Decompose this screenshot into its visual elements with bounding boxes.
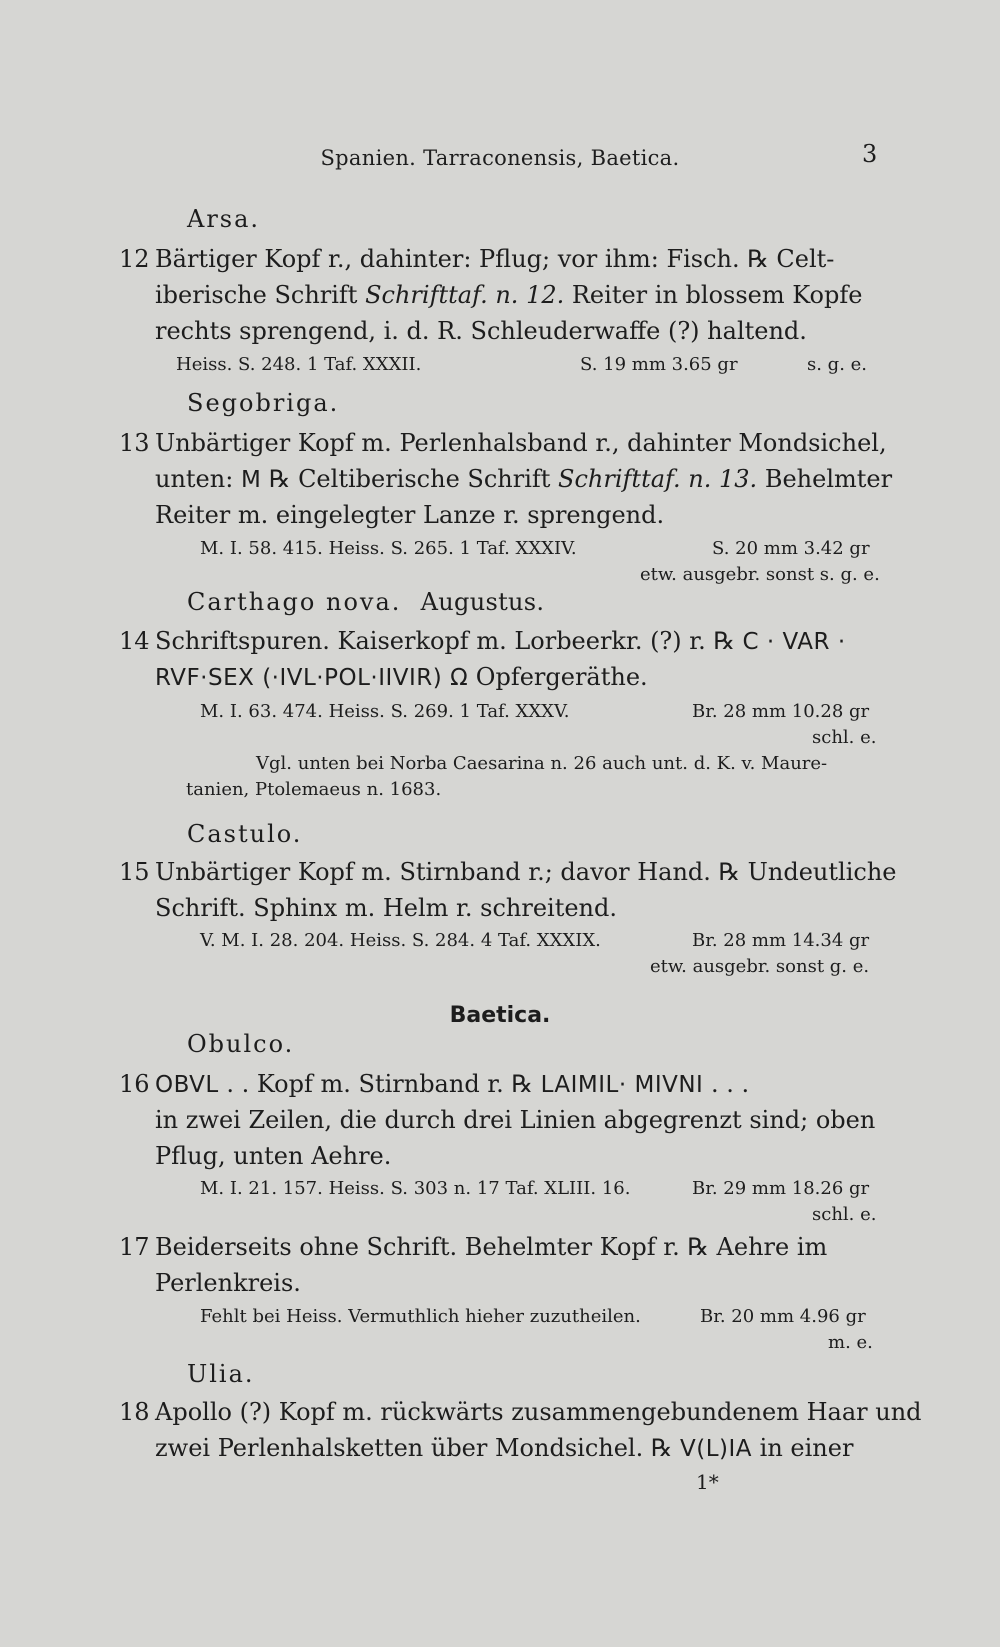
entry-15-line-1: 15 Unbärtiger Kopf m. Stirnband r.; davor Hand. ℞ Undeutliche (119, 858, 897, 886)
entry-13-line-3: Reiter m. eingelegter Lanze r. sprengend. (155, 501, 665, 529)
entry-13-condition: etw. ausgebr. sonst s. g. e. (640, 564, 880, 585)
entry-17-condition: m. e. (828, 1332, 873, 1353)
entry-12-line-2: iberische Schrift Schrifttaf. n. 12. Reiter in blossem Kopfe (155, 281, 863, 309)
inscription: RVF·SEX (·IVL·POL·IIVIR) Ω (155, 665, 469, 691)
place-heading-arsa: Arsa. (187, 205, 261, 233)
entry-number: 16 (119, 1070, 150, 1098)
entry-14-condition: schl. e. (812, 727, 877, 748)
entry-13-line-1: 13 Unbärtiger Kopf m. Perlenhalsband r., dahinter Mondsichel, (119, 429, 887, 457)
entry-14-reference: M. I. 63. 474. Heiss. S. 269. 1 Taf. XXXV. (200, 701, 570, 722)
reference-italic: Schrifttaf. n. 13. (558, 465, 758, 493)
entry-16-line-3: Pflug, unten Aehre. (155, 1142, 392, 1170)
entry-18-line-1: 18 Apollo (?) Kopf m. rückwärts zusammengebundenem Haar und (119, 1398, 922, 1426)
entry-16-reference: M. I. 21. 157. Heiss. S. 303 n. 17 Taf. XLIII. 16. (200, 1178, 631, 1199)
entry-number: 18 (119, 1398, 150, 1426)
entry-16-condition: schl. e. (812, 1204, 877, 1225)
entry-number: 12 (119, 245, 150, 273)
entry-13-size: S. 20 mm 3.42 gr (712, 538, 870, 559)
entry-12-reference: Heiss. S. 248. 1 Taf. XXXII. (176, 354, 422, 375)
place-heading-carthago-nova: Carthago nova. Augustus. (187, 588, 545, 616)
inscription: OBVL (155, 1072, 219, 1098)
place-heading-segobriga: Segobriga. (187, 389, 340, 417)
page-number: 3 (862, 140, 878, 168)
entry-number: 13 (119, 429, 150, 457)
reference-italic: Schrifttaf. n. 12. (365, 281, 565, 309)
entry-12-line-3: rechts sprengend, i. d. R. Schleuderwaffe (?) haltend. (155, 317, 807, 345)
entry-14-note-line-2: tanien, Ptolemaeus n. 1683. (186, 779, 442, 800)
inscription: LAIMIL· MIVNI (540, 1072, 704, 1098)
entry-15-reference: V. M. I. 28. 204. Heiss. S. 284. 4 Taf. XXXIX. (200, 930, 601, 951)
entry-14-line-1: 14 Schriftspuren. Kaiserkopf m. Lorbeerkr. (?) r. ℞ C · VAR · (119, 627, 846, 655)
entry-16-size: Br. 29 mm 18.26 gr (692, 1178, 870, 1199)
running-title: Spanien. Tarraconensis, Baetica. (320, 146, 680, 170)
entry-17-line-2: Perlenkreis. (155, 1269, 301, 1297)
signature-mark: 1* (696, 1470, 719, 1494)
entry-13-line-2: unten: M ℞ Celtiberische Schrift Schrifttaf. n. 13. Behelmter (155, 465, 893, 493)
entry-13-reference: M. I. 58. 415. Heiss. S. 265. 1 Taf. XXXIV. (200, 538, 577, 559)
inscription: M (240, 467, 262, 493)
entry-12-size: S. 19 mm 3.65 gr (580, 354, 738, 375)
entry-12-condition: s. g. e. (807, 354, 868, 375)
entry-17-size: Br. 20 mm 4.96 gr (700, 1306, 866, 1327)
entry-number: 14 (119, 627, 150, 655)
entry-15-size: Br. 28 mm 14.34 gr (692, 930, 870, 951)
entry-12-line-1: 12 Bärtiger Kopf r., dahinter: Pflug; vor ihm: Fisch. ℞ Celt- (119, 245, 835, 273)
entry-15-line-2: Schrift. Sphinx m. Helm r. schreitend. (155, 894, 617, 922)
entry-15-condition: etw. ausgebr. sonst g. e. (650, 956, 870, 977)
entry-number: 15 (119, 858, 150, 886)
entry-18-line-2: zwei Perlenhalsketten über Mondsichel. ℞ V(L)IA in einer (155, 1434, 854, 1462)
entry-number: 17 (119, 1233, 150, 1261)
place-heading-ulia: Ulia. (187, 1360, 255, 1388)
region-heading-baetica: Baetica. (449, 1003, 551, 1028)
entry-16-line-2: in zwei Zeilen, die durch drei Linien abgegrenzt sind; oben (155, 1106, 876, 1134)
entry-17-reference: Fehlt bei Heiss. Vermuthlich hieher zuzutheilen. (200, 1306, 641, 1327)
place-heading-obulco: Obulco. (187, 1030, 295, 1058)
entry-17-line-1: 17 Beiderseits ohne Schrift. Behelmter Kopf r. ℞ Aehre im (119, 1233, 828, 1261)
entry-16-line-1: 16 OBVL . . Kopf m. Stirnband r. ℞ LAIMIL· MIVNI . . . (119, 1070, 750, 1098)
place-heading-castulo: Castulo. (187, 820, 303, 848)
inscription: V(L)IA (680, 1436, 753, 1462)
inscription: C · VAR · (742, 629, 846, 655)
entry-14-note-line-1: Vgl. unten bei Norba Caesarina n. 26 auch unt. d. K. v. Maure- (256, 753, 828, 774)
entry-14-size: Br. 28 mm 10.28 gr (692, 701, 870, 722)
entry-14-line-2: RVF·SEX (·IVL·POL·IIVIR) Ω Opfergeräthe. (155, 663, 648, 691)
